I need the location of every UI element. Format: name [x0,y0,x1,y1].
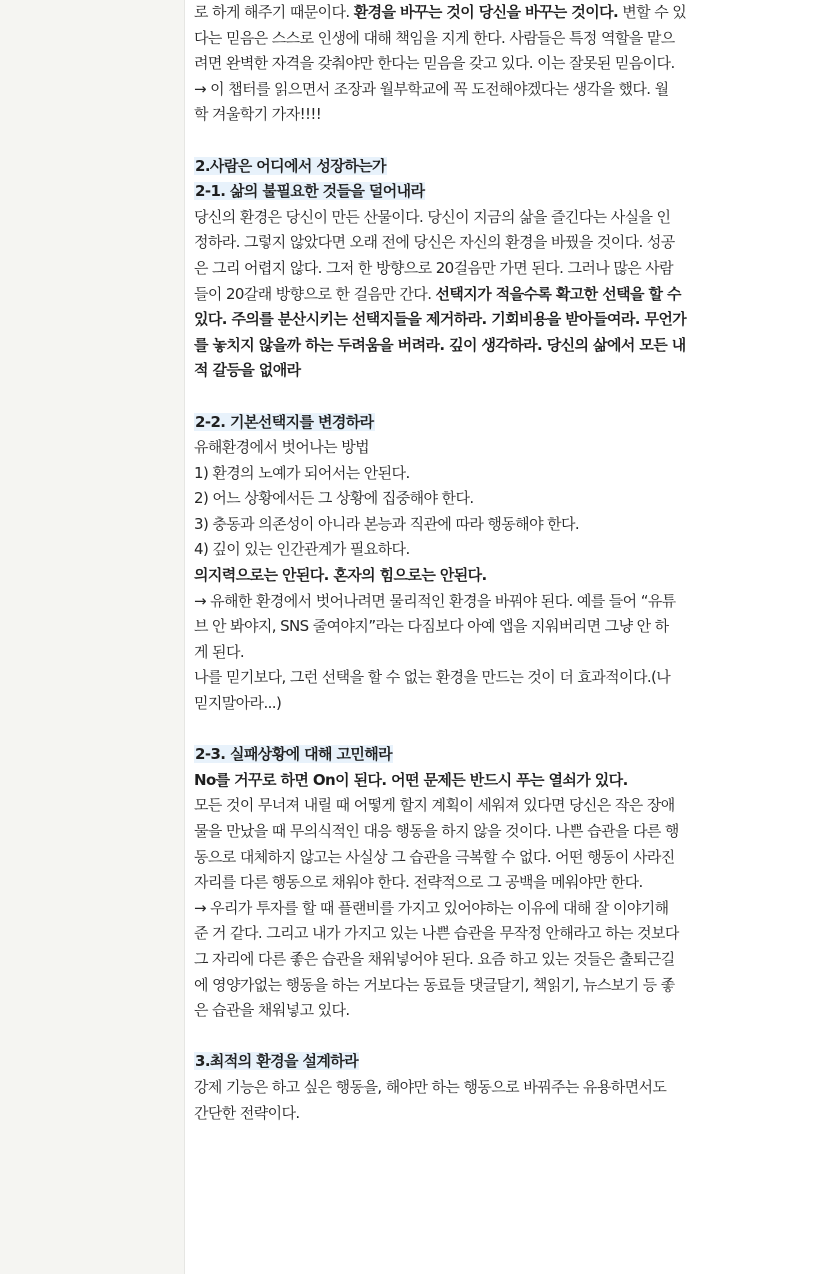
bold-line: 의지력으로는 안된다. 혼자의 힘으로는 안된다. [194,566,487,585]
bold-line: 있다. 주의를 분산시키는 선택지들을 제거하라. 기회비용을 받아들여라. 무언가 [194,310,687,329]
text-line: 자리를 다른 행동으로 채워야 한다. 전략적으로 그 공백을 메워야만 한다. [194,873,643,892]
heading-text: 2-2. 기본선택지를 변경하라 [195,412,374,431]
text-line: 나를 믿기보다, 그런 선택을 할 수 없는 환경을 만드는 것이 더 효과적이다.(나 [194,668,671,687]
bold-text: 환경을 바꾸는 것이 당신을 바꾸는 것이다. [353,3,619,21]
text-line: 려면 완벽한 자격을 갖춰야만 한다는 믿음을 갖고 있다. 이는 잘못된 믿음이다. [194,54,675,73]
bold-line: No를 거꾸로 하면 On이 된다. 어떤 문제든 반드시 푸는 열쇠가 있다. [194,770,628,789]
text-line: 물을 만났을 때 무의식적인 대응 행동을 하지 않을 것이다. 나쁜 습관을 다른 행 [194,822,679,840]
list-item: 4) 깊이 있는 인간관계가 필요하다. [194,540,410,559]
subsection-heading [194,742,809,768]
text-span: 로 하게 해주기 때문이다. [194,3,354,21]
text-line: 당신의 환경은 당신이 만든 산물이다. 당신이 지금의 삶을 즐긴다는 사실을 인 [194,207,671,226]
text-line: 게 된다. [194,642,245,661]
heading-text: 3.최적의 환경을 설계하라 [195,1052,359,1071]
text-line: 은 그리 어렵지 않다. 그저 한 방향으로 20걸음만 가면 된다. 그러나 많은 사람 [194,258,674,277]
bold-line: 를 놓치지 않을까 하는 두려움을 버려라. 깊이 생각하라. 당신의 삶에서 모든 내 [194,335,686,354]
sidebar-panel [0,0,185,1274]
text-line: → 우리가 투자를 할 때 플랜비를 가지고 있어야하는 이유에 대해 잘 이야기해 [194,898,669,917]
heading-text: 2.사람은 어디에서 성장하는가 [195,156,386,175]
text-line [194,0,809,26]
text-line: 동으로 대체하지 않고는 사실상 그 습관을 극복할 수 없다. 어떤 행동이 사라진 [194,847,675,866]
bold-line: 적 갈등을 없애라 [194,361,301,380]
text-line: 에 영양가없는 행동을 하는 거보다는 동료들 댓글달기, 책읽기, 뉴스보기 등 좋 [194,975,675,994]
text-line: 정하라. 그렇지 않았다면 오래 전에 당신은 자신의 환경을 바꿨을 것이다. 성공 [194,233,675,252]
text-line: 강제 기능은 하고 싶은 행동을, 해야만 하는 행동으로 바꿔주는 유용하면서도 [194,1077,667,1096]
subsection-heading [194,410,809,436]
text-span: 들이 20갈래 방향으로 한 걸음만 간다. [194,284,436,303]
text-line: 학 겨울학기 가자!!!! [194,105,322,124]
section-heading [194,154,809,180]
heading-text: 2-1. 삶의 불필요한 것들을 덜어내라 [195,182,425,201]
subsection-heading [194,179,809,205]
text-line: 다는 믿음은 스스로 인생에 대해 책임을 지게 한다. 사람들은 특정 역할을 맡으 [194,28,675,47]
bold-text: 선택지가 적을수록 확고한 선택을 할 수 [435,284,681,303]
text-line: → 이 챕터를 읽으면서 조장과 월부학교에 꼭 도전해야겠다는 생각을 했다. 월 [194,79,669,98]
text-line: 믿지말아라...) [194,694,282,713]
text-line: 준 거 같다. 그리고 내가 가지고 있는 나쁜 습관을 무작정 안해라고 하는 것보다 [194,924,679,943]
text-line: 그 자리에 다른 좋은 습관을 채워넣어야 된다. 요즘 하고 있는 것들은 출퇴근길 [194,949,675,968]
text-line: 모든 것이 무너져 내릴 때 어떻게 할지 계획이 세워져 있다면 당신은 작은 장애 [194,796,675,815]
text-span: 변할 수 있 [618,3,687,21]
text-line: 유해환경에서 벗어나는 방법 [194,438,370,457]
text-line [194,282,809,308]
heading-text: 2-3. 실패상황에 대해 고민해라 [195,745,393,764]
text-line: → 유해한 환경에서 벗어나려면 물리적인 환경을 바꿔야 된다. 예를 들어 “유튜 [194,591,676,610]
section-heading [194,1049,809,1075]
list-item: 1) 환경의 노예가 되어서는 안된다. [194,463,410,482]
text-line: 간단한 전략이다. [194,1103,300,1122]
text-line: 브 안 봐야지, SNS 줄여야지”라는 다짐보다 아예 앱을 지워버리면 그냥 안 하 [194,617,669,636]
list-item: 3) 충동과 의존성이 아니라 본능과 직관에 따라 행동해야 한다. [194,514,580,533]
list-item: 2) 어느 상황에서든 그 상황에 집중해야 한다. [194,489,474,508]
document-body [194,0,809,1126]
text-line: 은 습관을 채워넣고 있다. [194,1001,350,1020]
